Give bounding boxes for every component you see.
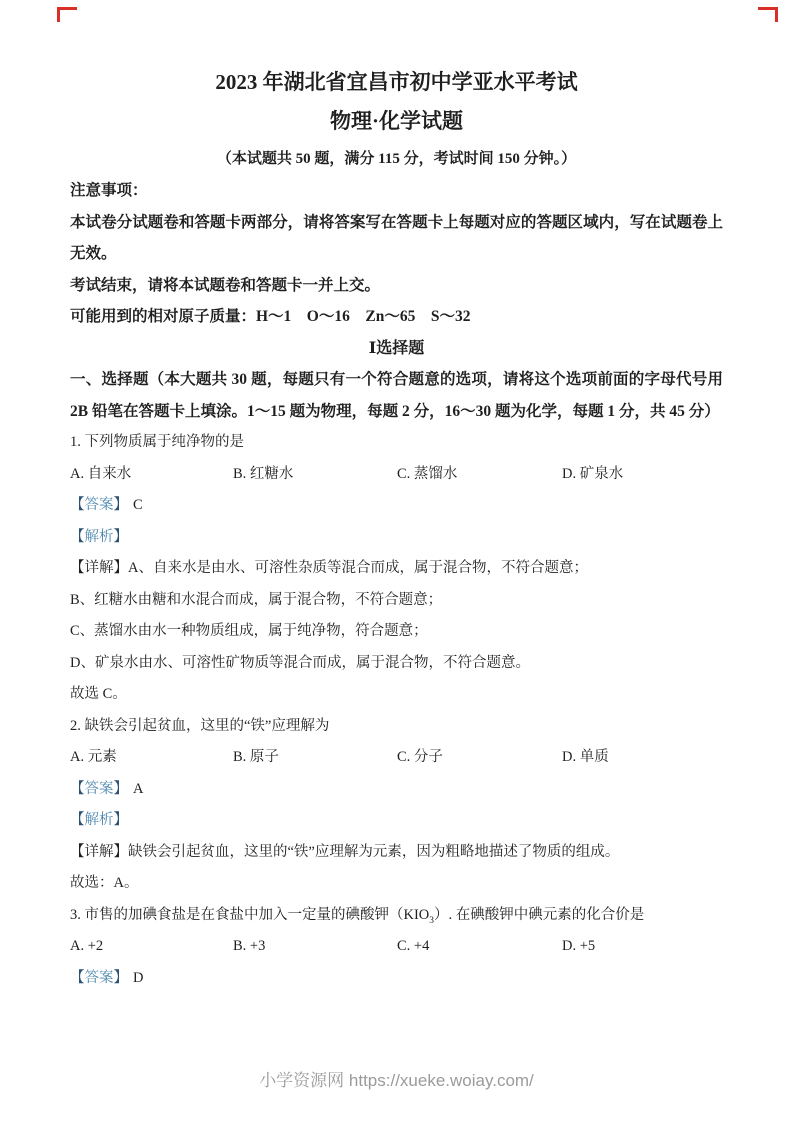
- question-stem: 1. 下列物质属于纯净物的是: [70, 434, 244, 450]
- answer-label: 答案: [84, 969, 114, 986]
- analysis-bracket-open: 【: [70, 528, 85, 545]
- option-d: D. 矿泉水: [562, 465, 624, 482]
- analysis-label: 解析: [84, 528, 114, 545]
- answer-label: 答案: [84, 497, 114, 513]
- answer-line: [70, 963, 723, 995]
- answer-bracket-close: 】: [113, 969, 128, 986]
- option-c: C. 分子: [397, 749, 443, 765]
- answer-line: [70, 774, 723, 806]
- answer-label: 答案: [84, 780, 114, 797]
- options-row: [70, 459, 723, 491]
- question-block: [70, 711, 723, 900]
- option-a: A. 自来水: [70, 465, 132, 482]
- option-a: A. 元素: [70, 749, 117, 765]
- section-heading: Ⅰ选择题: [368, 339, 425, 357]
- options-row: [70, 931, 723, 963]
- analysis-line: [70, 805, 723, 837]
- crop-mark-icon: [758, 7, 778, 22]
- conclusion-line: 故选 C。: [70, 686, 127, 702]
- question-block: [70, 900, 723, 995]
- option-d: D. +5: [562, 938, 596, 954]
- notice-heading: 注意事项：: [70, 182, 148, 199]
- analysis-bracket-close: 】: [113, 812, 128, 828]
- exam-meta-line: （本试题共 50 题，满分 115 分，考试时间 150 分钟。）: [216, 151, 577, 167]
- conclusion-line: 故选：A。: [70, 875, 139, 891]
- analysis-label: 解析: [84, 812, 114, 828]
- detail-line: 【详解】A、自来水是由水、可溶性杂质等混合而成，属于混合物，不符合题意；: [70, 560, 588, 576]
- detail-line: B、红糖水由糖和水混合而成，属于混合物，不符合题意；: [70, 591, 443, 608]
- answer-bracket-close: 】: [113, 497, 128, 513]
- analysis-line: [70, 522, 723, 554]
- chemical-subscript: 3: [429, 915, 434, 926]
- options-row: [70, 742, 723, 774]
- answer-value: C: [133, 497, 143, 513]
- question-stem: 2. 缺铁会引起贫血，这里的“铁”应理解为: [70, 717, 330, 734]
- notice-item: 本试卷分试题卷和答题卡两部分，请将答案写在答题卡上每题对应的答题区域内，写在试题卷上无效。: [70, 213, 723, 262]
- stem-text: 3. 市售的加碘食盐是在食盐中加入一定量的碘酸钾（KIO: [70, 906, 430, 923]
- stem-text: ）. 在碘酸钾中碘元素的化合价是: [433, 906, 645, 923]
- detail-line: D、矿泉水由水、可溶性矿物质等混合而成，属于混合物，不符合题意。: [70, 654, 530, 671]
- answer-bracket-close: 】: [113, 780, 128, 797]
- watermark: 小学资源网 https://xueke.woiay.com/: [259, 1071, 534, 1090]
- detail-line: C、蒸馏水由水一种物质组成，属于纯净物，符合题意；: [70, 623, 428, 639]
- analysis-bracket-close: 】: [113, 528, 128, 545]
- option-a: A. +2: [70, 938, 104, 954]
- crop-mark-icon: [57, 7, 77, 22]
- answer-value: A: [133, 780, 144, 797]
- question-stem: [70, 900, 723, 932]
- notice-item: 考试结束，请将本试题卷和答题卡一并上交。: [70, 276, 381, 294]
- analysis-bracket-open: 【: [70, 812, 85, 828]
- option-b: B. +3: [233, 938, 266, 954]
- answer-bracket-open: 【: [70, 780, 85, 797]
- detail-line: 【详解】缺铁会引起贫血，这里的“铁”应理解为元素，因为粗略地描述了物质的组成。: [70, 843, 620, 860]
- answer-line: [70, 490, 723, 522]
- option-b: B. 红糖水: [233, 465, 294, 482]
- question-block: [70, 427, 723, 711]
- page-subtitle: 物理·化学试题: [329, 109, 463, 133]
- answer-bracket-open: 【: [70, 497, 85, 513]
- page-title: 2023 年湖北省宜昌市初中学亚水平考试: [215, 70, 578, 94]
- option-b: B. 原子: [233, 749, 279, 765]
- option-c: C. +4: [397, 938, 430, 954]
- notice-item-atomic-masses: 可能用到的相对原子质量：H～1 O～16 Zn～65 S～32: [70, 308, 471, 325]
- answer-value: D: [133, 969, 144, 986]
- answer-bracket-open: 【: [70, 969, 85, 986]
- option-c: C. 蒸馏水: [397, 465, 458, 482]
- option-d: D. 单质: [562, 749, 609, 765]
- section-intro: 一、选择题（本大题共 30 题，每题只有一个符合题意的选项，请将这个选项前面的字母代号用 2B 铅笔在答题卡上填涂。1～15 题为物理，每题 2 分，16～30 题为化学，每题 1 分，共 45 分）: [70, 371, 723, 420]
